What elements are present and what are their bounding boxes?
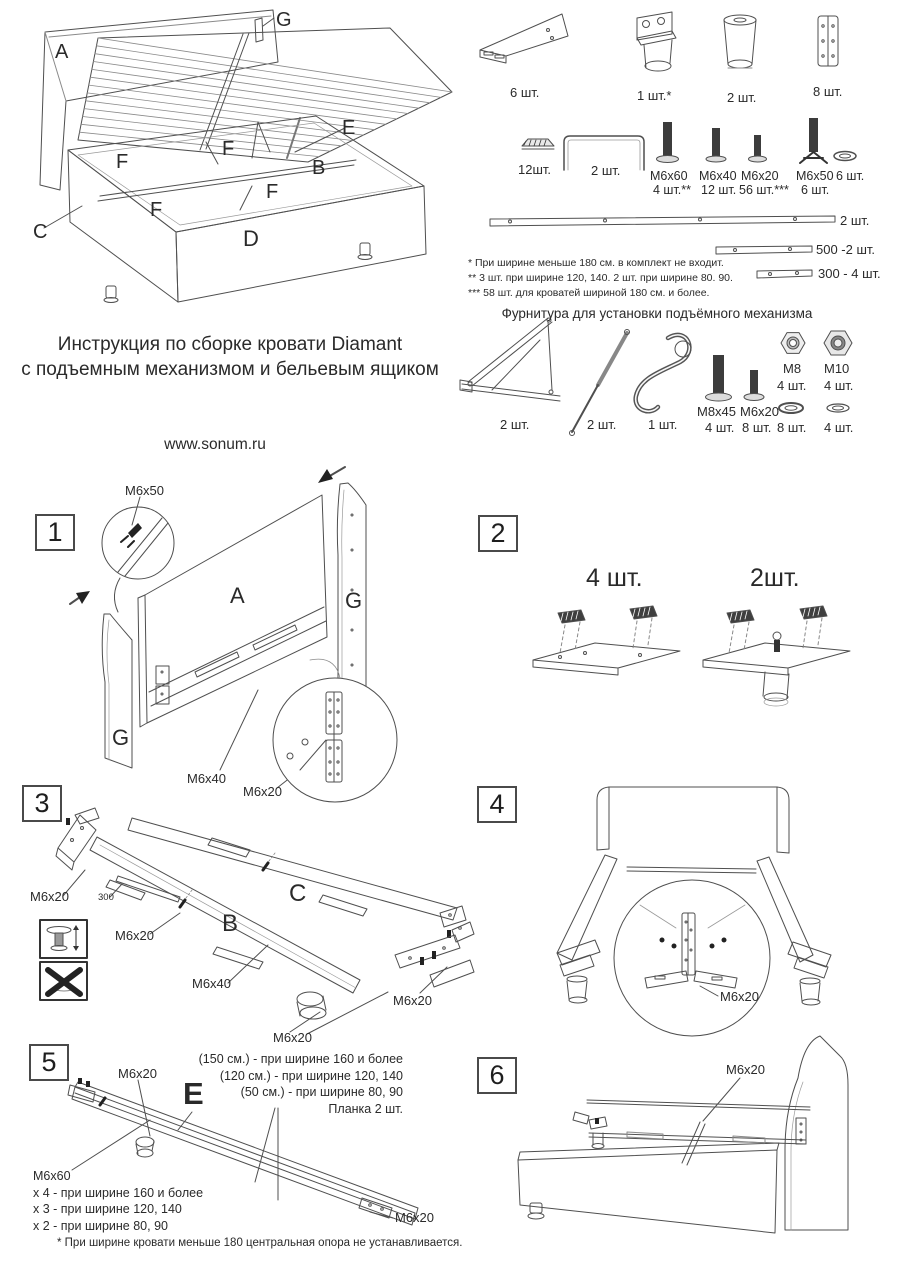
step2-number: 2: [478, 515, 518, 552]
nut-m10-qty: 4 шт.: [824, 378, 854, 393]
step5-label-m6x20-br: М6х20: [395, 1210, 435, 1225]
washer-4-icon: [827, 404, 849, 412]
strap-icon: [636, 335, 691, 411]
step3-label-m6x20-right: М6х20: [393, 993, 433, 1008]
step3-label-m6x20-mid: М6х20: [115, 928, 155, 943]
step5-label-m6x60: М6х60: [33, 1169, 71, 1183]
bolt-m6x50-name: М6х50: [796, 169, 834, 183]
nut-m8-name: М8: [783, 361, 802, 376]
overview-label-g: G: [276, 9, 292, 31]
step1-number: 1: [35, 514, 75, 551]
plank-note-4: Планка 2 шт.: [328, 1101, 403, 1116]
bolt-m6x60-icon: [657, 122, 679, 163]
nut-m10-name: М10: [824, 361, 850, 376]
bolt-m6x40-qty: 12 шт.: [701, 183, 737, 197]
bolt-m6x20-icon: [749, 135, 767, 162]
step3-part-c: C: [289, 880, 307, 907]
plate-qty: 8 шт.: [813, 84, 843, 99]
step1-label-m6x20: М6х20: [243, 784, 283, 799]
step4-number: 4: [477, 786, 517, 823]
step1-label-m6x40: М6х40: [187, 771, 227, 786]
note-2: ** 3 шт. при ширине 120, 140. 2 шт. при ширине 80. 90.: [468, 272, 733, 284]
cap-icon: [522, 139, 554, 149]
step1-drawing: [70, 467, 397, 802]
title-line-1: Инструкция по сборке кровати Diamant: [57, 334, 403, 355]
step5-m6x60-notes: [33, 1168, 203, 1234]
bolt-m8x45-icon: [706, 355, 732, 401]
strap-qty: 1 шт.: [648, 417, 678, 432]
note-1: * При ширине меньше 180 см. в комплект не входит.: [468, 257, 724, 269]
overview-label-d: D: [243, 226, 259, 251]
step3-label-m6x20-bottom: М6х20: [273, 1030, 313, 1045]
m6x60-note-3: x 2 - при ширине 80, 90: [33, 1218, 168, 1233]
step5-part-e: E: [183, 1076, 204, 1111]
overview-label-b: B: [312, 157, 326, 179]
u-bracket-qty: 2 шт.: [591, 163, 621, 178]
bolt-m6x50-icon: [800, 118, 827, 163]
nut-m10-icon: [824, 331, 852, 355]
nut-m8-icon: [781, 333, 805, 354]
website-url: www.sonum.ru: [164, 436, 266, 453]
leg-qty: 2 шт.: [727, 90, 757, 105]
step3-label-m6x20-tl: М6х20: [30, 889, 70, 904]
bolt-m6x40-icon: [706, 128, 726, 162]
plank-note-1: (150 см.) - при ширине 160 и более: [198, 1052, 403, 1066]
overview-label-f2: F: [222, 138, 235, 160]
overview-label-c: C: [33, 221, 48, 243]
gas-strut-qty: 2 шт.: [587, 417, 617, 432]
bolt-m6x40-name: М6х40: [699, 169, 737, 183]
plank-note-2: (120 см.) - при ширине 120, 140: [219, 1068, 403, 1083]
overview-label-e: E: [342, 117, 356, 139]
washer-qty: 6 шт.: [836, 169, 865, 183]
step3-label-m6x40: М6х40: [192, 976, 232, 991]
cap-qty: 12шт.: [518, 162, 552, 177]
long-rail-icon: [490, 216, 835, 226]
overview-label-f4: F: [266, 181, 279, 203]
central-leg-mount-icon: [637, 12, 676, 71]
step3-dim-300: 300: [98, 892, 114, 903]
overview-label-f3: F: [150, 199, 163, 221]
lift-mechanism-icon: [460, 318, 560, 401]
step6-number: 6: [477, 1057, 517, 1094]
bolt-m6x60-qty: 4 шт.**: [653, 183, 691, 197]
m6x60-note-2: x 3 - при ширине 120, 140: [33, 1202, 182, 1216]
plank-note-3: (50 см.) - при ширине 80, 90: [240, 1085, 403, 1099]
step5-plank-notes: [195, 1051, 403, 1117]
step4-drawing: [557, 787, 831, 1036]
rail-500-qty: 500 -2 шт.: [816, 242, 876, 257]
parts-notes: [468, 256, 733, 301]
step3-number: 3: [22, 785, 62, 822]
corner-bracket-qty: 6 шт.: [510, 85, 540, 100]
overview-label-a: A: [55, 41, 69, 63]
step1-label-m6x50: M6x50: [125, 483, 165, 498]
rail-500-icon: [716, 246, 812, 254]
nut-m8-qty: 4 шт.: [777, 378, 807, 393]
central-mount-qty: 1 шт.*: [637, 88, 672, 103]
step3-part-b: B: [222, 910, 239, 937]
step1-part-g-left: G: [112, 725, 130, 750]
bolt-m6x60-name: М6х60: [650, 169, 688, 183]
step2-left-qty: 4 шт.: [586, 564, 643, 592]
lift-hardware-title: Фурнитура для установки подъёмного механизма: [501, 306, 813, 321]
step2-drawing: [533, 606, 850, 706]
rail-long-qty: 2 шт.: [840, 213, 870, 228]
overview-label-f1: F: [116, 151, 129, 173]
step2-right-qty: 2шт.: [750, 564, 800, 592]
step5-number: 5: [29, 1044, 69, 1081]
m6x60-note-1: x 4 - при ширине 160 и более: [33, 1185, 204, 1200]
washer-8-qty: 8 шт.: [777, 420, 807, 435]
page-footnote: * При ширине кровати меньше 180 центральная опора не устанавливается.: [57, 1237, 463, 1249]
bolt-m6x20-hw-qty: 8 шт.: [742, 420, 772, 435]
mechanism-qty: 2 шт.: [500, 417, 530, 432]
bolt-m6x20-name: М6х20: [741, 169, 779, 183]
washer-8-icon: [779, 403, 803, 413]
cylindrical-leg-icon: [724, 15, 756, 68]
step6-drawing: [518, 1036, 848, 1233]
bolt-m6x20-small-icon: [744, 370, 764, 401]
washer-4-qty: 4 шт.: [824, 420, 854, 435]
step1-part-g-right: G: [345, 588, 363, 613]
mounting-plate-icon: [818, 16, 838, 66]
bolt-m6x50-qty: 6 шт.: [801, 183, 830, 197]
bolt-m8x45-name: М8х45: [697, 404, 737, 419]
note-3: *** 58 шт. для кроватей шириной 180 см. и более.: [468, 287, 710, 299]
step1-part-a: A: [230, 583, 245, 608]
step4-label-m6x20: М6х20: [720, 989, 760, 1004]
bed-overview-drawing: [40, 10, 452, 303]
washer-icon: [834, 152, 856, 161]
bolt-m6x20-qty: 56 шт.***: [739, 183, 789, 197]
corner-bracket-icon: [480, 14, 568, 63]
bolt-m8x45-qty: 4 шт.: [705, 420, 735, 435]
document-title: [15, 332, 445, 382]
step5-label-m6x20-left: М6х20: [118, 1066, 158, 1081]
bolt-m6x20-hw-name: М6х20: [740, 404, 780, 419]
step6-label-m6x20: М6х20: [726, 1062, 766, 1077]
rail-300-icon: [757, 270, 812, 278]
title-line-2: с подъемным механизмом и бельевым ящиком: [21, 359, 439, 380]
rail-300-qty: 300 - 4 шт.: [818, 266, 881, 281]
